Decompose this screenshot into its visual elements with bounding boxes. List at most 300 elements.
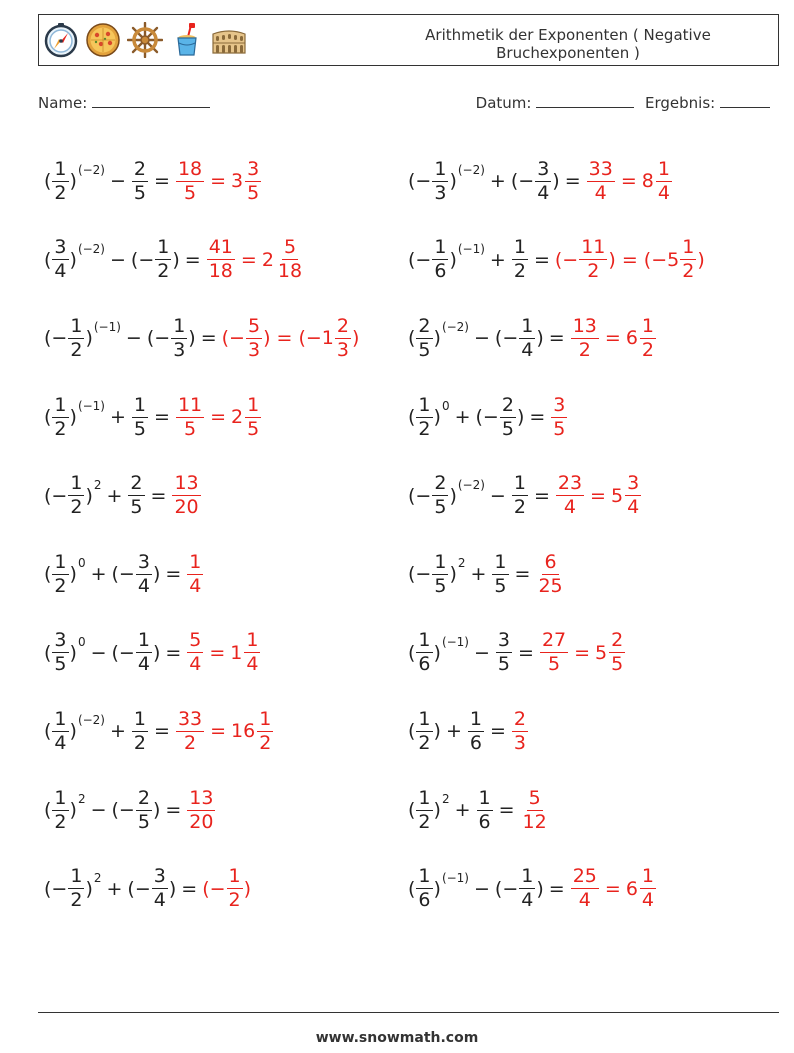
term-fraction (155, 238, 171, 281)
term-fraction (132, 393, 148, 440)
base-fraction (52, 238, 68, 281)
term-fraction (136, 550, 152, 597)
term-fraction-numerator: 1 (133, 707, 147, 730)
mixed-fraction (609, 631, 625, 674)
base-fraction (432, 157, 448, 204)
problem-l4 (44, 378, 404, 457)
answer-fraction (551, 393, 567, 440)
footer-url: www.snowmath.com (315, 1030, 479, 1046)
operator: − (90, 799, 107, 822)
answer-symbol: ) (352, 327, 360, 350)
open-paren: (− (408, 248, 432, 271)
mixed-fraction-numerator: 1 (259, 707, 272, 730)
base-fraction (52, 707, 68, 754)
open-paren: (− (44, 484, 68, 507)
base-fraction-numerator: 1 (434, 157, 447, 180)
term-fraction (492, 550, 508, 597)
operator: − (90, 641, 107, 664)
mixed-whole: 6 (625, 877, 638, 900)
equals-sign: = (165, 799, 182, 822)
answer-fraction-numerator: 6 (544, 550, 557, 573)
mixed-whole: 6 (625, 327, 638, 350)
operator: + (454, 406, 471, 429)
ship-wheel-icon (127, 22, 163, 58)
open-paren: (− (475, 406, 499, 429)
open-paren: ( (44, 799, 52, 822)
problem-l6 (44, 535, 404, 614)
answer-fraction-numerator: 33 (177, 707, 203, 730)
open-paren: (− (111, 641, 135, 664)
close-paren: ) (69, 248, 77, 271)
term-fraction-denominator: 4 (537, 181, 550, 204)
equals-sign: = (548, 327, 565, 350)
answer-fraction (246, 314, 262, 361)
pizza-icon (85, 22, 121, 58)
term-fraction-denominator: 4 (521, 889, 534, 912)
answer-fraction-numerator: 13 (572, 314, 597, 337)
base-fraction-numerator: 1 (418, 629, 431, 652)
mixed-fraction-denominator: 2 (641, 338, 654, 361)
answer-fraction-denominator: 4 (189, 574, 202, 597)
answer-fraction-denominator: 20 (174, 496, 199, 519)
answer-symbol: ) = (−1 (263, 327, 334, 350)
answer-symbol: (− (221, 327, 245, 350)
close-paren: ) (85, 484, 93, 507)
problem-l10 (44, 849, 404, 928)
term-fraction (152, 867, 168, 910)
answer-symbol: = (209, 641, 226, 664)
mixed-whole: 2 (261, 248, 274, 271)
answer-symbol: = (604, 327, 621, 350)
base-fraction (52, 631, 68, 674)
answer-fraction-numerator: 11 (581, 236, 606, 259)
answer-fraction-denominator: 3 (336, 338, 349, 361)
answer-fraction-numerator: 1 (228, 865, 241, 888)
mixed-fraction-numerator: 1 (657, 157, 670, 180)
answer-fraction-denominator: 20 (189, 810, 214, 833)
mixed-fraction-denominator: 5 (611, 653, 624, 676)
mixed-fraction-numerator: 5 (283, 236, 297, 259)
base-fraction (416, 314, 432, 361)
answer-fraction (579, 238, 607, 281)
close-paren: ) (449, 563, 457, 586)
answer-fraction-denominator: 4 (578, 889, 591, 912)
open-paren: (− (494, 877, 519, 900)
open-paren: ( (408, 799, 416, 822)
answer (570, 867, 657, 910)
equals-sign: = (154, 406, 170, 429)
answer-fraction-numerator: 33 (588, 157, 613, 180)
term-fraction-numerator: 2 (501, 393, 514, 416)
term-fraction-denominator: 5 (497, 653, 511, 676)
answer (202, 867, 251, 910)
mixed-whole: 5 (610, 484, 624, 507)
base-fraction-denominator: 2 (418, 417, 431, 440)
answer-symbol: = (210, 406, 227, 429)
answer (586, 157, 673, 204)
term-fraction (512, 238, 528, 281)
open-paren: (− (494, 327, 519, 350)
mixed-fraction (276, 238, 304, 281)
equals-sign: = (498, 799, 515, 822)
base-fraction (68, 474, 84, 517)
name-field[interactable] (38, 94, 210, 112)
answer-symbol: (− (554, 248, 579, 271)
answer-fraction-denominator: 5 (553, 417, 566, 440)
answer (206, 238, 305, 281)
answer-fraction (187, 550, 203, 597)
answer (511, 707, 529, 754)
base-fraction-denominator: 2 (70, 889, 83, 912)
base-fraction-numerator: 1 (54, 550, 67, 573)
base-fraction (68, 867, 84, 910)
term-fraction (477, 786, 493, 833)
close-paren: ) (85, 327, 93, 350)
term-fraction (496, 631, 512, 674)
base-fraction (416, 707, 432, 754)
answer-fraction-denominator: 3 (513, 731, 526, 754)
answer-fraction-denominator: 4 (189, 653, 202, 676)
answer-fraction-denominator: 2 (183, 731, 197, 754)
mixed-fraction-numerator: 1 (641, 314, 654, 337)
exponent: (−2) (77, 163, 105, 178)
equals-sign: = (154, 170, 170, 193)
term-fraction-denominator: 4 (137, 653, 150, 676)
close-paren: ) (152, 799, 161, 822)
base-fraction-denominator: 5 (434, 496, 447, 519)
page-title: Arithmetik der Exponenten ( Negative Bruchexponenten ) (425, 26, 711, 62)
mixed-fraction-numerator: 2 (611, 629, 624, 652)
answer-fraction-denominator: 2 (587, 260, 600, 283)
problem-r7 (408, 614, 768, 693)
open-paren: (− (44, 877, 68, 900)
open-paren: (− (111, 799, 135, 822)
problem-r3 (408, 299, 768, 378)
open-paren: ( (408, 641, 416, 664)
answer-fraction-numerator: 13 (174, 472, 199, 495)
operator: − (474, 641, 490, 664)
base-fraction-denominator: 2 (70, 496, 83, 519)
answer-fraction (571, 867, 599, 910)
base-fraction-denominator: 2 (70, 338, 83, 361)
date-result-fields (476, 94, 770, 112)
term-fraction-numerator: 2 (130, 472, 143, 495)
base-fraction-denominator: 2 (54, 810, 67, 833)
answer-fraction-denominator: 25 (538, 574, 563, 597)
answer-fraction-numerator: 2 (513, 707, 526, 730)
mixed-whole: 5 (595, 641, 608, 664)
term-fraction-denominator: 5 (130, 496, 143, 519)
mixed-fraction-numerator: 3 (627, 472, 640, 495)
operator: + (489, 170, 506, 193)
open-paren: (− (408, 484, 432, 507)
term-fraction (519, 867, 535, 910)
close-paren: ) (69, 563, 77, 586)
operator: + (106, 877, 123, 900)
answer-fraction-denominator: 2 (682, 260, 695, 283)
base-fraction-denominator: 6 (418, 889, 431, 912)
base-fraction-numerator: 1 (70, 314, 83, 337)
mixed-fraction-denominator: 18 (277, 260, 303, 283)
mixed-fraction (656, 157, 672, 204)
answer (221, 314, 360, 361)
operator: − (489, 484, 506, 507)
mixed-fraction (245, 393, 261, 440)
answer (175, 157, 262, 204)
exponent: (−2) (457, 163, 485, 178)
base-fraction-denominator: 5 (434, 574, 447, 597)
base-fraction-numerator: 2 (418, 314, 431, 337)
answer-fraction-numerator: 3 (553, 393, 566, 416)
answer-symbol: = (604, 877, 621, 900)
answer-fraction (512, 707, 528, 754)
term-fraction-numerator: 3 (137, 550, 150, 573)
base-fraction-denominator: 4 (54, 260, 67, 283)
close-paren: ) (188, 327, 196, 350)
answer-fraction (571, 314, 599, 361)
answer (186, 631, 261, 674)
term-fraction-denominator: 5 (501, 417, 514, 440)
base-fraction-numerator: 1 (70, 472, 83, 495)
base-fraction-denominator: 2 (54, 574, 67, 597)
close-paren: ) (433, 877, 441, 900)
exponent: 2 (93, 870, 102, 885)
term-fraction-denominator: 2 (513, 496, 526, 519)
base-fraction (432, 550, 448, 597)
close-paren: ) (69, 406, 77, 429)
mixed-whole: 2 (231, 406, 244, 429)
exponent: (−1) (441, 870, 469, 885)
term-fraction (519, 314, 535, 361)
term-fraction (171, 314, 187, 361)
equals-sign: = (150, 484, 167, 507)
base-fraction-numerator: 1 (418, 786, 431, 809)
problems-left-column (44, 142, 404, 928)
answer (555, 238, 705, 281)
header-icons (43, 22, 247, 60)
term-fraction-numerator: 1 (521, 314, 534, 337)
mixed-fraction (245, 157, 261, 204)
answer (171, 474, 201, 517)
mixed-fraction (640, 314, 656, 361)
open-paren: (− (130, 248, 155, 271)
operator: + (90, 563, 107, 586)
base-fraction-denominator: 3 (434, 181, 447, 204)
compass-icon (43, 22, 79, 58)
term-fraction-denominator: 4 (137, 574, 150, 597)
base-fraction-numerator: 1 (54, 157, 67, 180)
term-fraction-denominator: 2 (513, 260, 526, 283)
base-fraction-numerator: 1 (434, 236, 447, 259)
base-fraction (52, 157, 68, 204)
answer-fraction (335, 314, 351, 361)
answer (550, 393, 568, 440)
base-fraction-numerator: 3 (54, 236, 67, 259)
problem-l1 (44, 142, 404, 221)
close-paren: ) (69, 641, 77, 664)
result-blank[interactable] (720, 95, 770, 108)
operator: + (489, 248, 506, 271)
answer-fraction-numerator: 13 (189, 786, 214, 809)
close-paren: ) (69, 720, 77, 743)
open-paren: ( (44, 170, 52, 193)
base-fraction-numerator: 1 (70, 865, 83, 888)
term-fraction-numerator: 1 (137, 629, 150, 652)
term-fraction-numerator: 1 (494, 550, 507, 573)
base-fraction-denominator: 6 (418, 653, 431, 676)
date-blank[interactable] (536, 95, 634, 108)
equals-sign: = (165, 641, 182, 664)
exponent: (−1) (77, 399, 105, 414)
term-fraction-numerator: 3 (153, 865, 166, 888)
base-fraction-numerator: 1 (54, 707, 67, 730)
result-label: Ergebnis: (645, 94, 716, 112)
term-fraction-numerator: 1 (133, 393, 147, 416)
equals-sign: = (200, 327, 217, 350)
close-paren: ) (449, 484, 457, 507)
answer-symbol: ) (697, 248, 705, 271)
term-fraction-numerator: 2 (137, 786, 150, 809)
close-paren: ) (433, 406, 441, 429)
term-fraction-numerator: 1 (513, 236, 526, 259)
base-fraction-denominator: 2 (418, 810, 431, 833)
mixed-fraction-numerator: 1 (641, 865, 654, 888)
open-paren: ( (408, 720, 416, 743)
answer-fraction-numerator: 1 (682, 236, 695, 259)
answer-fraction (521, 786, 549, 833)
term-fraction (136, 631, 152, 674)
term-fraction (136, 786, 152, 833)
base-fraction-denominator: 5 (418, 338, 431, 361)
exponent: (−1) (457, 241, 485, 256)
term-fraction-numerator: 1 (469, 707, 482, 730)
open-paren: (− (44, 327, 68, 350)
close-paren: ) (168, 877, 177, 900)
mixed-whole: 16 (231, 720, 256, 743)
base-fraction-numerator: 1 (54, 393, 67, 416)
term-fraction-denominator: 5 (137, 810, 150, 833)
operator: − (110, 170, 126, 193)
answer-fraction (207, 238, 235, 281)
operator: + (445, 720, 462, 743)
exponent: 2 (441, 792, 450, 807)
mixed-fraction (640, 867, 656, 910)
base-fraction-numerator: 1 (418, 393, 431, 416)
open-paren: ( (408, 877, 416, 900)
equals-sign: = (529, 406, 546, 429)
open-paren: (− (146, 327, 171, 350)
close-paren: ) (433, 641, 441, 664)
exponent: 0 (441, 399, 450, 414)
equals-sign: = (564, 170, 581, 193)
mixed-fraction (625, 474, 641, 517)
mixed-fraction (244, 631, 260, 674)
sand-bucket-icon (169, 22, 205, 58)
operator: − (110, 248, 126, 271)
problem-r5 (408, 456, 768, 535)
problem-r2 (408, 221, 768, 300)
term-fraction-numerator: 2 (133, 157, 147, 180)
answer-fraction (536, 550, 564, 597)
mixed-whole: 8 (641, 170, 654, 193)
answer-fraction-denominator: 5 (183, 417, 197, 440)
answer-fraction-numerator: 23 (557, 472, 583, 495)
operator: + (110, 406, 126, 429)
close-paren: ) (152, 563, 161, 586)
answer (520, 786, 550, 833)
base-fraction (432, 238, 448, 281)
exponent: 2 (93, 477, 102, 492)
problem-r9 (408, 771, 768, 850)
answer-symbol: = (210, 170, 227, 193)
answer-fraction-denominator: 12 (522, 810, 547, 833)
base-fraction (52, 786, 68, 833)
term-fraction-denominator: 5 (494, 574, 507, 597)
open-paren: ( (44, 406, 52, 429)
answer-fraction-numerator: 11 (177, 393, 203, 416)
mixed-whole: 1 (230, 641, 243, 664)
answer-symbol: = (574, 641, 591, 664)
open-paren: ( (44, 641, 52, 664)
equals-sign: = (489, 720, 506, 743)
name-blank[interactable] (92, 95, 210, 108)
mixed-fraction-denominator: 5 (247, 417, 260, 440)
equals-sign: = (184, 248, 201, 271)
answer-fraction (587, 157, 615, 204)
name-label: Name: (38, 94, 88, 112)
open-paren: ( (44, 720, 52, 743)
close-paren: ) (516, 406, 525, 429)
mixed-fraction-numerator: 1 (247, 393, 260, 416)
open-paren: (− (408, 170, 432, 193)
equals-sign: = (514, 563, 531, 586)
equals-sign: = (533, 248, 550, 271)
term-fraction-numerator: 1 (521, 865, 534, 888)
open-paren: (− (127, 877, 151, 900)
base-fraction (68, 314, 84, 361)
date-label: Datum: (475, 94, 532, 112)
equals-sign: = (165, 563, 182, 586)
answer (570, 314, 657, 361)
answer-fraction (187, 631, 203, 674)
term-fraction-denominator: 4 (521, 338, 534, 361)
close-paren: ) (536, 327, 544, 350)
problem-r6 (408, 535, 768, 614)
exponent: 0 (77, 556, 86, 571)
answer (535, 550, 565, 597)
mixed-fraction-denominator: 4 (657, 181, 670, 204)
base-fraction-numerator: 1 (54, 786, 67, 809)
problem-l9 (44, 771, 404, 850)
operator: − (125, 327, 142, 350)
colosseum-icon (211, 22, 247, 58)
answer-fraction-denominator: 4 (563, 496, 576, 519)
answer-fraction-denominator: 4 (594, 181, 607, 204)
answer-symbol: = (210, 720, 227, 743)
open-paren: ( (408, 406, 416, 429)
problem-l5 (44, 456, 404, 535)
operator: + (106, 484, 123, 507)
term-fraction-denominator: 6 (469, 731, 482, 754)
answer (186, 550, 204, 597)
term-fraction (132, 157, 148, 204)
answer-fraction (176, 707, 204, 754)
answer-fraction-numerator: 5 (247, 314, 261, 337)
answer-symbol: = (620, 170, 637, 193)
equals-sign: = (533, 484, 550, 507)
base-fraction-numerator: 2 (434, 472, 447, 495)
answer-fraction-numerator: 27 (541, 629, 567, 652)
